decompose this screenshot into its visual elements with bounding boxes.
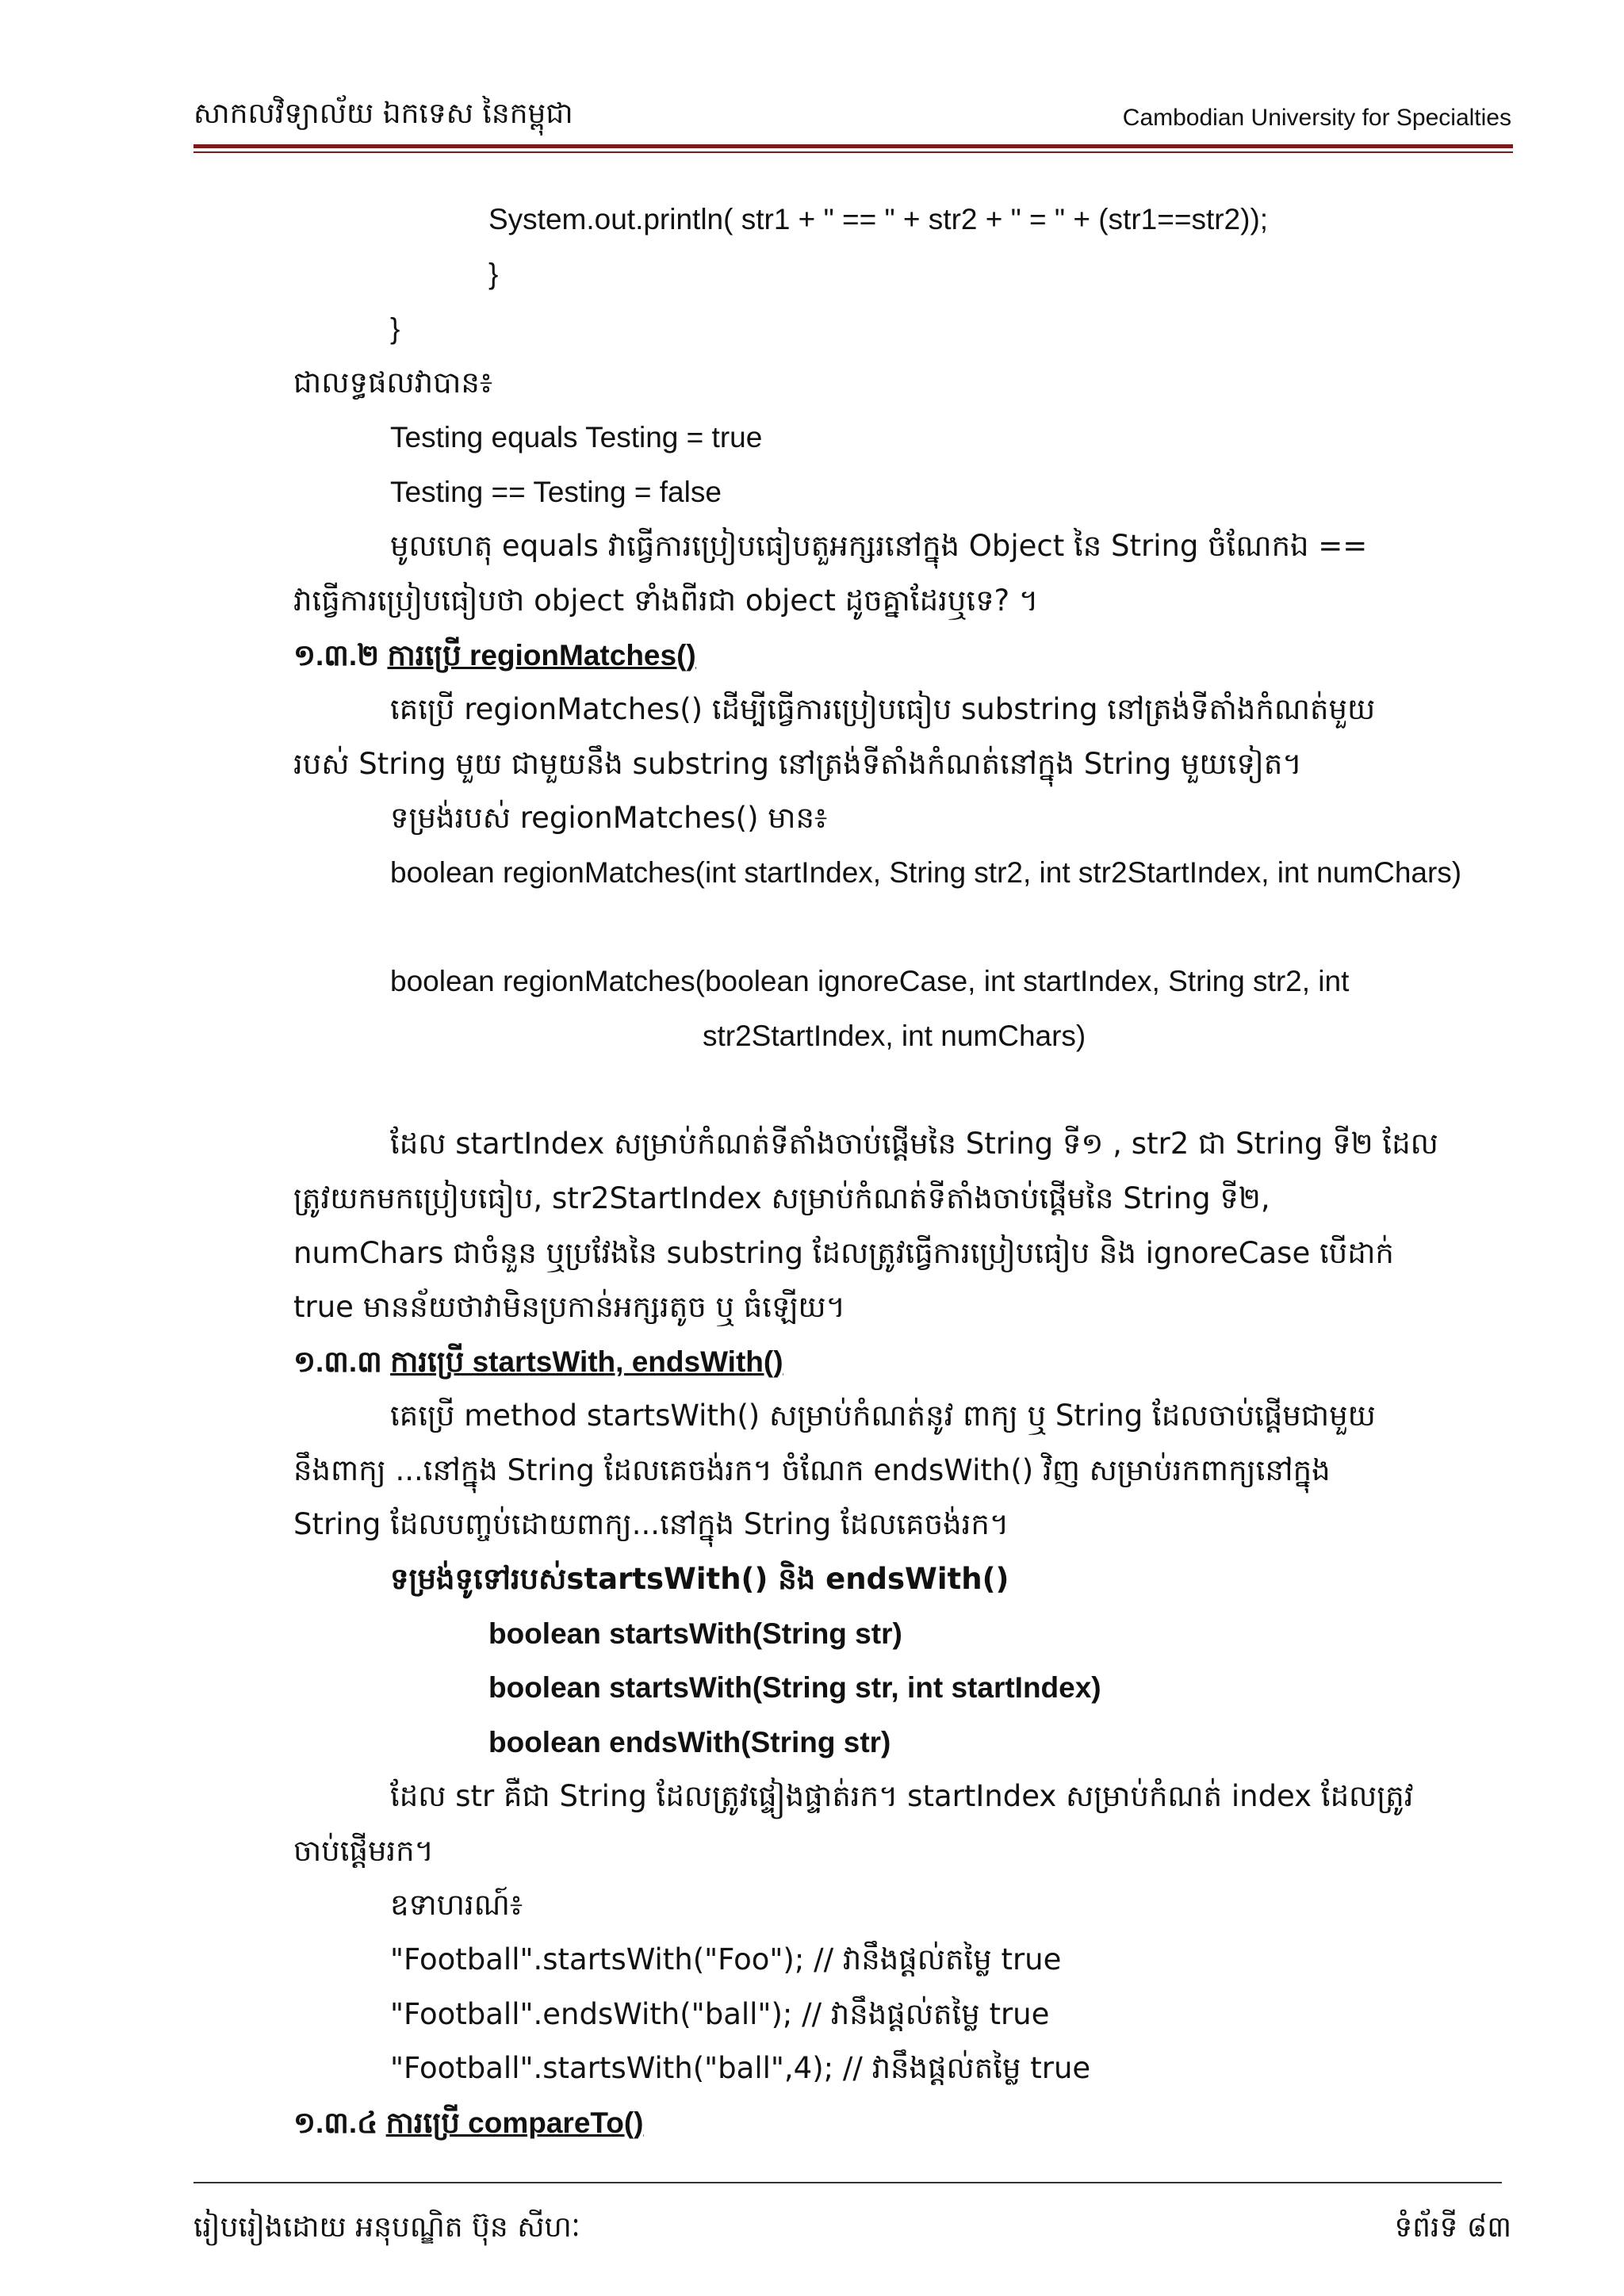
regionmatches-form-label: ទម្រង់របស់ regionMatches() មាន៖ (390, 801, 828, 835)
params-desc-4: true មានន័យថាវាមិនប្រកាន់អក្សរតូច ឬ ធំឡើយ។ (293, 1290, 846, 1324)
section-number: ១.៣.៤ (293, 2107, 378, 2139)
regionmatches-desc-1: គេប្រើ regionMatches() ដើម្បីធ្វើការប្រៀបធៀប substring នៅត្រង់ទីតាំងកំណត់មួយ (390, 692, 1376, 726)
startswith-form-label: ទម្រង់ទូទៅរបស់startsWith() និង endsWith() (390, 1562, 1009, 1596)
section-title: ការប្រើ startsWith, endsWith() (390, 1345, 783, 1378)
result-label: ជាលទ្ធផលវាបាន៖ (293, 365, 493, 400)
example-line-3: "Football".startsWith("ball",4); // វានឹងផ្តល់តម្លៃ true (390, 2051, 1091, 2085)
params-desc-2: ត្រូវយកមកប្រៀបធៀប, str2StartIndex សម្រាប់កំណត់ទីតាំងចាប់ផ្តើមនៃ String ទី២, (293, 1181, 1270, 1215)
section-number: ១.៣.២ (293, 639, 380, 672)
endswith-signature: boolean endsWith(String str) (488, 1726, 891, 1758)
params-desc-3: numChars ជាចំនួន ឬប្រវែងនៃ substring ដែលត្រូវធ្វើការប្រៀបធៀប និង ignoreCase បើដាក់ (293, 1236, 1394, 1270)
str-desc-2: ចាប់ផ្តើមរក។ (293, 1834, 435, 1868)
example-label: ឧទាហរណ៍៖ (390, 1888, 523, 1922)
regionmatches-desc-2: របស់ String មួយ ជាមួយនឹង substring នៅត្រង់ទីតាំងកំណត់នៅក្នុង String មួយទៀត។ (293, 747, 1302, 781)
header-rule-thin (193, 151, 1513, 153)
regionmatches-signature-2b: str2StartIndex, int numChars) (703, 1020, 1086, 1052)
output-line-2: Testing == Testing = false (390, 476, 722, 508)
startswith-signature-2: boolean startsWith(String str, int startIndex) (488, 1671, 1101, 1704)
code-close-brace-outer: } (390, 312, 400, 345)
regionmatches-signature-1: boolean regionMatches(int startIndex, String str2, int str2StartIndex, int numChars) (390, 856, 1462, 889)
startswith-desc-2: នឹងពាក្យ ...នៅក្នុង String ដែលគេចង់រក។ ចំណែក endsWith() វិញ សម្រាប់រកពាក្យនៅក្នុង (293, 1453, 1331, 1487)
section-number: ១.៣.៣ (293, 1345, 382, 1378)
str-desc-1: ដែល str គឺជា String ដែលត្រូវផ្ទៀងផ្ទាត់រក។ startIndex សម្រាប់កំណត់ index ដែលត្រូវ (390, 1779, 1414, 1813)
footer-author: រៀបរៀងដោយ អនុបណ្ឌិត ប៊ុន សីហៈ (193, 2211, 580, 2244)
startswith-desc-3: String ដែលបញ្ចប់ដោយពាក្យ...នៅក្នុង String ដែលគេចង់រក។ (293, 1507, 1009, 1541)
section-1-3-4-heading (293, 2103, 644, 2143)
section-1-3-2-heading (293, 636, 696, 675)
header-university-khmer: សាកលវិទ្យាល័យ ឯកទេស នៃកម្ពុជា (193, 98, 573, 130)
section-1-3-3-heading (293, 1342, 783, 1382)
startswith-signature-1: boolean startsWith(String str) (488, 1617, 902, 1650)
footer-rule (193, 2182, 1502, 2183)
regionmatches-signature-2a: boolean regionMatches(boolean ignoreCase, int startIndex, String str2, int (390, 965, 1350, 997)
footer-page-number: ទំព័រទី ៨៣ (1394, 2211, 1511, 2244)
code-close-brace-inner: } (488, 258, 499, 290)
example-line-2: "Football".endsWith("ball"); // វានឹងផ្តល់តម្លៃ true (390, 1997, 1050, 2031)
section-title: ការប្រើ compareTo() (385, 2107, 644, 2139)
params-desc-1: ដែល startIndex សម្រាប់កំណត់ទីតាំងចាប់ផ្តើមនៃ String ទី១ , str2 ជា String ទី២ ដែល (390, 1127, 1438, 1161)
reason-line-2: វាធ្វើការប្រៀបធៀបថា object ទាំងពីរជា object ដូចគ្នាដែរឬទេ? ។ (293, 584, 1039, 618)
header-university-english: Cambodian University for Specialties (1122, 105, 1511, 131)
output-line-1: Testing equals Testing = true (390, 421, 763, 453)
header-rule-thick (193, 144, 1513, 148)
reason-line-1: មូលហេតុ equals វាធ្វើការប្រៀបធៀបតួអក្សរនៅក្នុង Object នៃ String ចំណែកឯ == (390, 529, 1368, 563)
section-title: ការប្រើ regionMatches() (387, 639, 696, 672)
example-line-1: "Football".startsWith("Foo"); // វានឹងផ្តល់តម្លៃ true (390, 1942, 1062, 1976)
code-println-line: System.out.println( str1 + " == " + str2 + " = " + (str1==str2)); (488, 203, 1269, 235)
startswith-desc-1: គេប្រើ method startsWith() សម្រាប់កំណត់នូវ ពាក្យ ឬ String ដែលចាប់ផ្តើមជាមួយ (390, 1399, 1376, 1433)
